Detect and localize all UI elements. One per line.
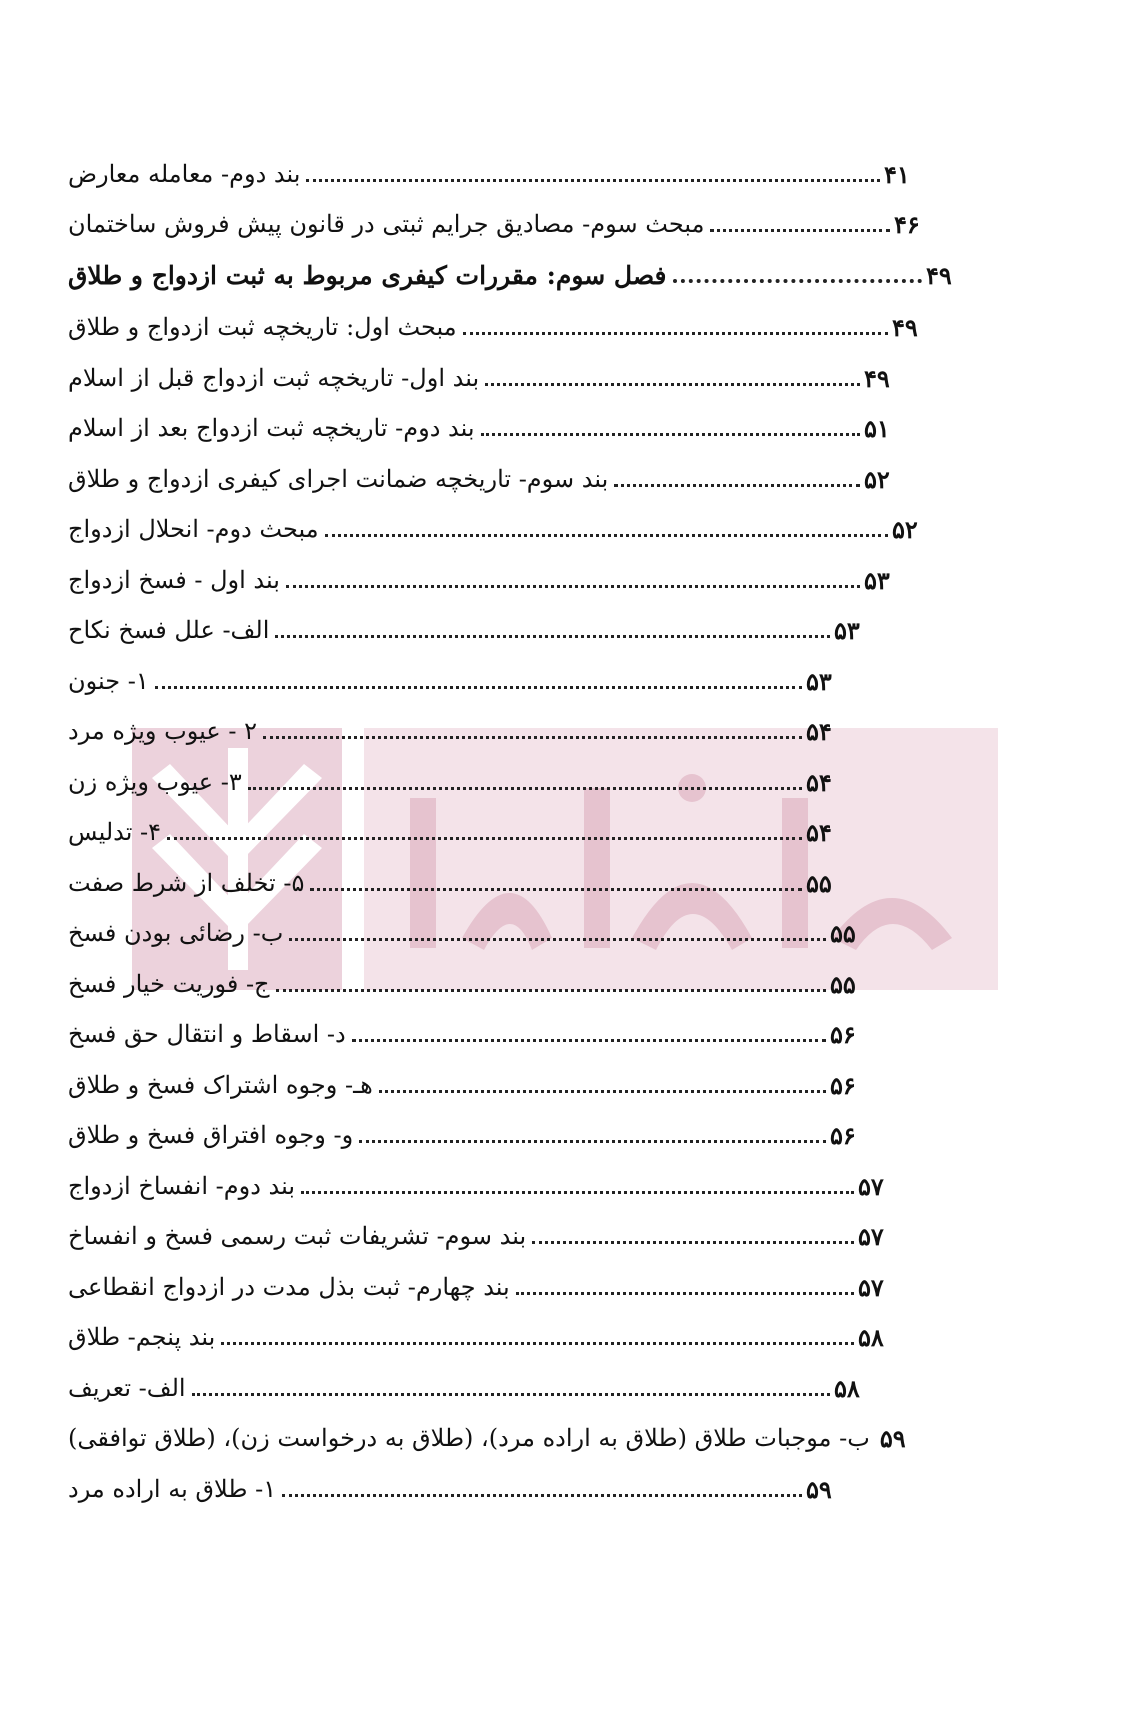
toc-entry-title: بند پنجم- طلاق <box>68 1323 216 1351</box>
dot-leader <box>248 787 802 790</box>
toc-entry-title: ۱- جنون <box>68 667 149 695</box>
dot-leader <box>710 229 890 232</box>
toc-entry <box>60 711 840 751</box>
dot-leader <box>221 1342 854 1345</box>
toc-entry-page: ۵۹ <box>879 1423 906 1453</box>
toc-entry-page: ۵۵ <box>806 868 832 898</box>
toc-entry-page: ۵۵ <box>830 918 856 948</box>
toc-entry <box>60 863 840 903</box>
toc-entry-page: ۴۹ <box>864 363 890 393</box>
dot-leader <box>532 1241 854 1244</box>
dot-leader <box>192 1393 830 1396</box>
toc-entry <box>60 1267 892 1307</box>
toc-entry-page: ۵۳ <box>806 666 832 696</box>
toc-entry-title: ۵- تخلف از شرط صفت <box>68 869 305 897</box>
toc-entry-page: ۵۸ <box>858 1322 884 1352</box>
toc-entry <box>60 1166 892 1206</box>
dot-leader <box>463 332 888 335</box>
dot-leader <box>359 1140 826 1143</box>
dot-leader <box>167 837 802 840</box>
toc-entry-title: بند اول- تاریخچه ثبت ازدواج قبل از اسلام <box>68 364 480 392</box>
toc-entry-title: ۲ - عیوب ویژه مرد <box>68 717 257 745</box>
toc-entry <box>60 1368 868 1408</box>
toc-entry-title: بند دوم- معامله معارض <box>68 160 301 188</box>
toc-entry-title: ج- فوریت خیار فسخ <box>68 970 270 998</box>
toc-entry <box>60 358 898 398</box>
toc-entry-title: مبحث اول: تاریخچه ثبت ازدواج و طلاق <box>68 313 457 341</box>
toc-entry-page: ۵۳ <box>834 615 860 645</box>
toc-entry-page: ۵۸ <box>834 1373 860 1403</box>
toc-entry-page: ۴۶ <box>894 209 920 239</box>
toc-entry <box>60 459 898 499</box>
toc-entry <box>60 1216 892 1256</box>
toc-entry-title: ۳- عیوب ویژه زن <box>68 768 242 796</box>
dot-leader <box>481 433 860 436</box>
toc-entry-page: ۴۹ <box>892 312 918 342</box>
toc-entry-title: الف- علل فسخ نکاح <box>68 616 270 644</box>
toc-entry-page: ۴۱ <box>884 159 910 189</box>
toc-entry <box>60 560 898 600</box>
toc-entry-page: ۵۷ <box>858 1221 884 1251</box>
toc-entry-title: الف- تعریف <box>68 1374 186 1402</box>
toc-entry-title: فصل سوم: مقررات کیفری مربوط به ثبت ازدواج و طلاق <box>68 260 667 290</box>
dot-leader <box>325 534 888 537</box>
toc-entry-page: ۵۴ <box>806 767 832 797</box>
dot-leader <box>263 736 802 739</box>
toc-entry-page: ۵۲ <box>892 514 918 544</box>
toc-entry-title: ب- رضائی بودن فسخ <box>68 919 284 947</box>
toc-entry-page: ۵۳ <box>864 565 890 595</box>
toc-entry <box>60 762 840 802</box>
toc-entry <box>60 1115 864 1155</box>
toc-entry-title: بند دوم- انفساخ ازدواج <box>68 1172 296 1200</box>
toc-entry <box>60 610 868 650</box>
toc-entry-title: بند اول - فسخ ازدواج <box>68 566 280 594</box>
dot-leader <box>289 938 826 941</box>
toc-entry-title: بند سوم- تاریخچه ضمانت اجرای کیفری ازدواج و طلاق <box>68 465 609 493</box>
toc-entry-page: ۵۲ <box>864 464 890 494</box>
toc-entry <box>60 408 898 448</box>
dot-leader <box>379 1090 826 1093</box>
toc-entry-title: بند سوم- تشریفات ثبت رسمی فسخ و انفساخ <box>68 1222 527 1250</box>
toc-entry <box>60 913 864 953</box>
toc-entry <box>60 154 918 194</box>
dot-leader <box>275 635 830 638</box>
toc-entry-page: ۵۵ <box>830 969 856 999</box>
toc-entry-page: ۵۶ <box>830 1120 856 1150</box>
toc-entry-title: مبحث دوم- انحلال ازدواج <box>68 515 319 543</box>
toc-entry-page: ۵۴ <box>806 817 832 847</box>
toc-entry-title: ۱- طلاق به اراده مرد <box>68 1475 277 1503</box>
toc-entry-page: ۴۹ <box>926 260 952 290</box>
dot-leader <box>286 585 860 588</box>
dot-leader <box>301 1191 854 1194</box>
toc-entry-title: بند دوم- تاریخچه ثبت ازدواج بعد از اسلام <box>68 414 475 442</box>
toc-entry-page: ۵۴ <box>806 716 832 746</box>
toc-entry-title: و- وجوه افتراق فسخ و طلاق <box>68 1121 354 1149</box>
toc-entry-page: ۵۷ <box>858 1171 884 1201</box>
toc-entry <box>60 509 926 549</box>
toc-entry-title: ب- موجبات طلاق (طلاق به اراده مرد)، (طلاق به درخواست زن)، (طلاق توافقی) <box>68 1424 870 1452</box>
toc-chapter-entry <box>60 255 960 295</box>
toc-entry-title: ۴- تدلیس <box>68 818 162 846</box>
toc-entry-title: مبحث سوم- مصادیق جرایم ثبتی در قانون پیش فروش ساختمان <box>68 210 705 238</box>
toc-entry <box>60 964 864 1004</box>
toc-entry <box>60 1317 892 1357</box>
toc-entry-title: هـ- وجوه اشتراک فسخ و طلاق <box>68 1071 373 1099</box>
dot-leader <box>155 686 802 689</box>
toc-entry-title: بند چهارم- ثبت بذل مدت در ازدواج انقطاعی <box>68 1273 510 1301</box>
dot-leader <box>673 279 923 283</box>
toc-entry <box>60 1418 906 1458</box>
toc-entry <box>60 307 926 347</box>
toc-entry-page: ۵۶ <box>830 1019 856 1049</box>
toc-entry <box>60 204 928 244</box>
toc-entry-title: د- اسقاط و انتقال حق فسخ <box>68 1020 346 1048</box>
dot-leader <box>282 1494 802 1497</box>
dot-leader <box>352 1039 826 1042</box>
dot-leader <box>485 383 860 386</box>
toc-entry <box>60 661 840 701</box>
toc-entry-page: ۵۶ <box>830 1070 856 1100</box>
toc-entry <box>60 812 840 852</box>
toc-entry <box>60 1065 864 1105</box>
dot-leader <box>516 1292 854 1295</box>
toc-entry-page: ۵۷ <box>858 1272 884 1302</box>
dot-leader <box>276 989 826 992</box>
toc-entry <box>60 1469 840 1509</box>
dot-leader <box>614 484 860 487</box>
dot-leader <box>306 179 880 182</box>
toc-entry <box>60 1014 864 1054</box>
dot-leader <box>310 888 802 891</box>
toc-entry-page: ۵۹ <box>806 1474 832 1504</box>
toc-entry-page: ۵۱ <box>864 413 890 443</box>
